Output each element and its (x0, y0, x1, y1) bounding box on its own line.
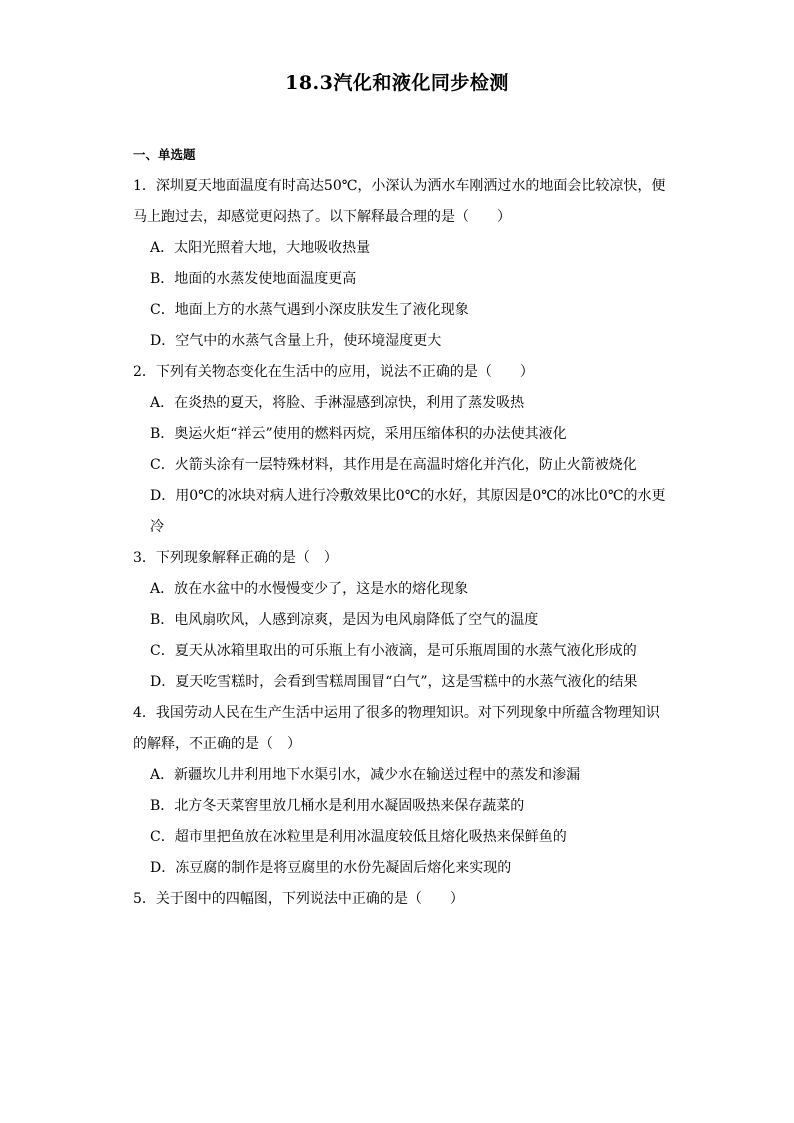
option-d: D．冻豆腐的制作是将豆腐里的水份先凝固后熔化来实现的 (150, 860, 512, 876)
question-stem-line: 5．关于图中的四幅图，下列说法中正确的是（ ） (133, 891, 464, 907)
option-c: C．超市里把鱼放在冰粒里是利用冰温度较低且熔化吸热来保鲜鱼的 (150, 829, 567, 845)
question-stem-line: 2．下列有关物态变化在生活中的应用，说法不正确的是（ ） (133, 364, 534, 380)
option-b: B．北方冬天菜窖里放几桶水是利用水凝固吸热来保存蔬菜的 (150, 798, 525, 814)
option-a: A．在炎热的夏天，将脸、手淋湿感到凉快，利用了蒸发吸热 (150, 395, 525, 411)
option-a: A．放在水盆中的水慢慢变少了，这是水的熔化现象 (150, 581, 469, 597)
option-b: B．地面的水蒸发使地面温度更高 (150, 271, 357, 287)
option-c: C．火箭头涂有一层特殊材料，其作用是在高温时熔化并汽化，防止火箭被烧化 (150, 457, 637, 473)
option-a: A．新疆坎儿井利用地下水渠引水，减少水在输送过程中的蒸发和渗漏 (150, 767, 581, 783)
question-5 (133, 884, 673, 915)
option-a: A．太阳光照着大地，大地吸收热量 (150, 240, 371, 256)
page-title: 18.3汽化和液化同步检测 (285, 72, 509, 94)
option-b: B．电风扇吹风，人感到凉爽，是因为电风扇降低了空气的温度 (150, 612, 539, 628)
question-stem-line: 马上跑过去，却感觉更闷热了。以下解释最合理的是（ ） (133, 209, 511, 225)
option-b: B．奥运火炬“祥云”使用的燃料丙烷，采用压缩体积的办法使其液化 (150, 426, 567, 442)
option-d: D．夏天吃雪糕时，会看到雪糕周围冒“白气”，这是雪糕中的水蒸气液化的结果 (150, 674, 638, 690)
question-stem-line: 4．我国劳动人民在生产生活中运用了很多的物理知识。对下列现象中所蕴含物理知识 (133, 705, 660, 721)
option-d-continuation: 冷 (150, 519, 164, 535)
option-c: C．地面上方的水蒸气遇到小深皮肤发生了液化现象 (150, 302, 469, 318)
option-d: D．用0℃的冰块对病人进行冷敷效果比0℃的水好，其原因是0℃的冰比0℃的水更 (150, 488, 666, 504)
question-list (133, 171, 673, 915)
option-c: C．夏天从冰箱里取出的可乐瓶上有小液滴，是可乐瓶周围的水蒸气液化形成的 (150, 643, 637, 659)
question-stem-line: 的解释，不正确的是（ ） (133, 736, 301, 752)
option-d: D．空气中的水蒸气含量上升，使环境湿度更大 (150, 333, 442, 349)
question-3 (133, 543, 673, 698)
question-stem-line: 3．下列现象解释正确的是（ ） (133, 550, 338, 566)
section-heading: 一、单选题 (133, 147, 196, 162)
question-2 (133, 357, 673, 543)
question-1 (133, 171, 673, 357)
question-stem-line: 1．深圳夏天地面温度有时高达50℃，小深认为洒水车刚洒过水的地面会比较凉快，便 (133, 178, 666, 194)
question-4 (133, 698, 673, 884)
